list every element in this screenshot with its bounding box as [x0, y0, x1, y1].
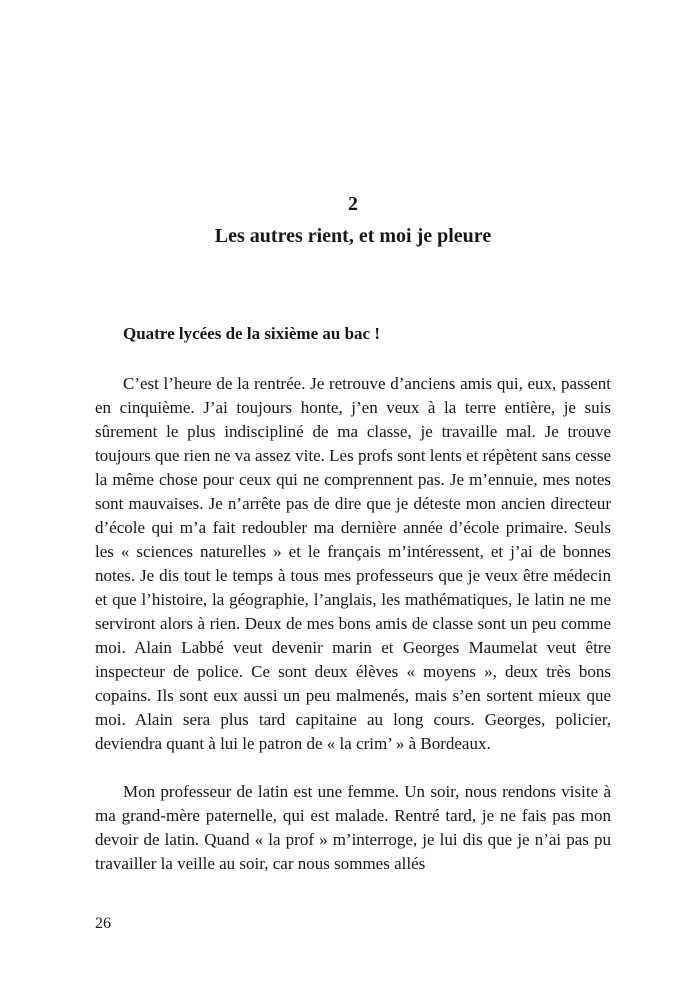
chapter-number: 2 [348, 193, 358, 215]
body-paragraph-1: C’est l’heure de la rentrée. Je retrouve d’anciens amis qui, eux, passent en cinquième. J’ai toujours honte, j’en veux à la terre entière, je suis sûrement le plus indiscipliné de ma classe, je travaille mal. Je trouve toujours que rien ne va assez vite. Les profs sont lents et répètent sans cesse la même chose pour ceux qui ne comprennent pas. Je m’ennuie, mes notes sont mauvaises. Je n’arrête pas de dire que je déteste mon ancien directeur d’école qui m’a fait redoubler ma dernière année d’école primaire. Seuls les « sciences naturelles » et le français m’intéressent, et j’ai de bonnes notes. Je dis tout le temps à tous mes professeurs que je veux être médecin et que l’histoire, la géographie, l’anglais, les mathématiques, le latin ne me serviront alors à rien. Deux de mes bons amis de classe sont un peu comme moi. Alain Labbé veut devenir marin et Georges Maumelat veut être inspecteur de police. Ce sont deux élèves « moyens », deux très bons copains. Ils sont eux aussi un peu malmenés, mais s’en sortent mieux que moi. Alain sera plus tard capitaine au long cours. Georges, policier, deviendra quant à lui le patron de « la crim’ » à Bordeaux. [95, 374, 611, 753]
page-number: 26 [95, 915, 111, 932]
section-heading: Quatre lycées de la sixième au bac ! [123, 324, 381, 343]
body-paragraph-2: Mon professeur de latin est une femme. Un soir, nous rendons visite à ma grand-mère paternelle, qui est malade. Rentré tard, je ne fais pas mon devoir de latin. Quand « la prof » m’interroge, je lui dis que je n’ai pas pu travailler la veille au soir, car nous sommes allés [95, 782, 611, 873]
text-block [95, 0, 611, 876]
chapter-title: Les autres rient, et moi je pleure [214, 225, 492, 247]
